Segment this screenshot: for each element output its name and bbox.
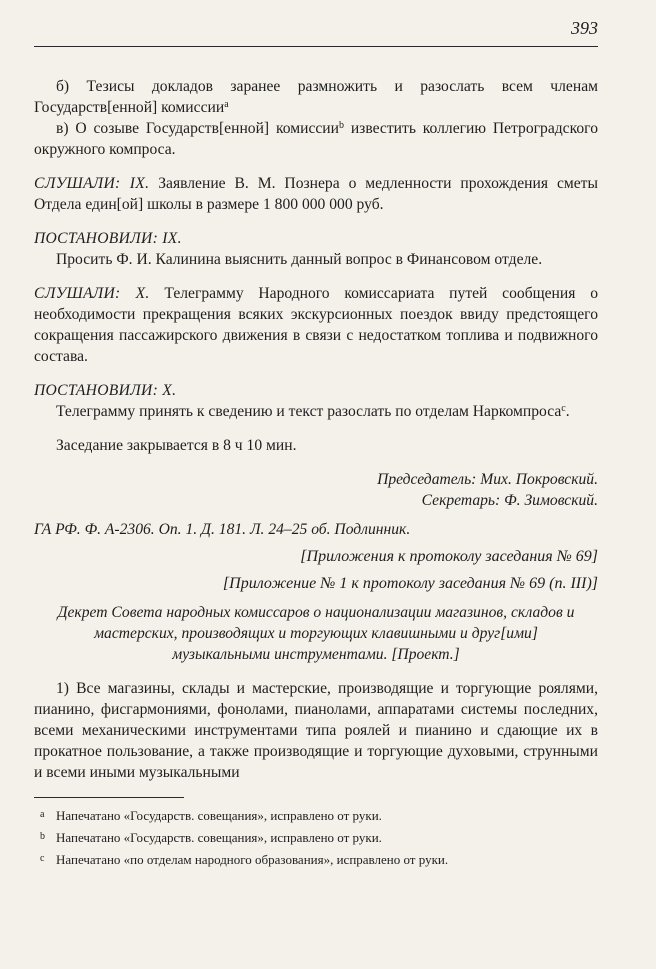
resolved-ix-label: ПОСТАНОВИЛИ: IX. (34, 230, 182, 247)
resolved-ix-text: Просить Ф. И. Калинина выяснить данный вопрос в Финансовом отделе. (56, 251, 543, 268)
appendix-title: [Приложения к протоколу заседания № 69] (300, 548, 598, 565)
resolved-x-text: Телеграмму принять к сведению и текст разослать по отделам Наркомпроса$^c$. (56, 403, 570, 420)
footnote-b: b Напечатано «Государств. совещания», исправлено от руки. (40, 830, 382, 845)
heard-x-label: СЛУШАЛИ: X. (34, 285, 150, 302)
resolved-x-label: ПОСТАНОВИЛИ: X. (34, 382, 177, 399)
resolved-x-label-line (34, 380, 598, 401)
paragraph-v: в) О созыве Государств[енной] комиссии$^b$ известить коллегию Петроградского окружного компроса. (34, 120, 598, 158)
archive-reference: ГА РФ. Ф. А-2306. Оп. 1. Д. 181. Л. 24–25 об. Подлинник. (34, 521, 411, 538)
running-header (34, 10, 598, 47)
footnote-c: c Напечатано «по отделам народного образования», исправлено от руки. (40, 852, 449, 867)
footnote-ref-a[interactable]: a (224, 99, 229, 110)
appendix-subtitle: [Приложение № 1 к протоколу заседания № 69 (п. III)] (222, 575, 598, 592)
footnote-ref-c[interactable]: c (561, 403, 566, 414)
secretary-signature: Секретарь: Ф. Зимовский. (421, 492, 598, 509)
page-number: 393 (571, 18, 598, 38)
footnote-divider (34, 797, 184, 798)
page-body (34, 76, 598, 870)
resolved-ix-label-line (34, 228, 598, 249)
heard-ix: СЛУШАЛИ: IX. Заявление В. М. Познера о медленности прохождения сметы Отдела един[ой] школы в размере 1 800 000 000 руб. (34, 175, 598, 213)
decree-point-1: 1) Все магазины, склады и мастерские, производящие и торгующие роялями, пианино, фисгармониями, фонолами, пианолами, аппаратами системы последних, всеми механическими инструментами типа роялей и пианино и сдающие их в прокатное пользование, а также производящие и торгующие духовыми, струнными и всеми иными музыкальными (34, 680, 598, 781)
footnote-a: a Напечатано «Государств. совещания», исправлено от руки. (40, 808, 382, 823)
paragraph-b: б) Тезисы докладов заранее размножить и разослать всем членам Государств[енной] комиссии$^a$ (34, 78, 598, 116)
decree-title: Декрет Совета народных комиссаров о национализации магазинов, складов и мастерских, производящих и торгующих клавишными и друг[ими] музыкальными инструментами. [Проект.] (57, 604, 575, 663)
footnote-ref-b[interactable]: b (339, 120, 344, 131)
heard-ix-label: СЛУШАЛИ: IX. (34, 175, 150, 192)
closing-line: Заседание закрывается в 8 ч 10 мин. (56, 437, 297, 454)
heard-x: СЛУШАЛИ: X. Телеграмму Народного комиссариата путей сообщения о необходимости прекращения всяких экскурсионных поездок ввиду предстоящего сокращения пассажирского движения в связи с недостатком топлива и подвижного состава. (34, 285, 598, 365)
chair-signature: Председатель: Мих. Покровский. (377, 471, 598, 488)
